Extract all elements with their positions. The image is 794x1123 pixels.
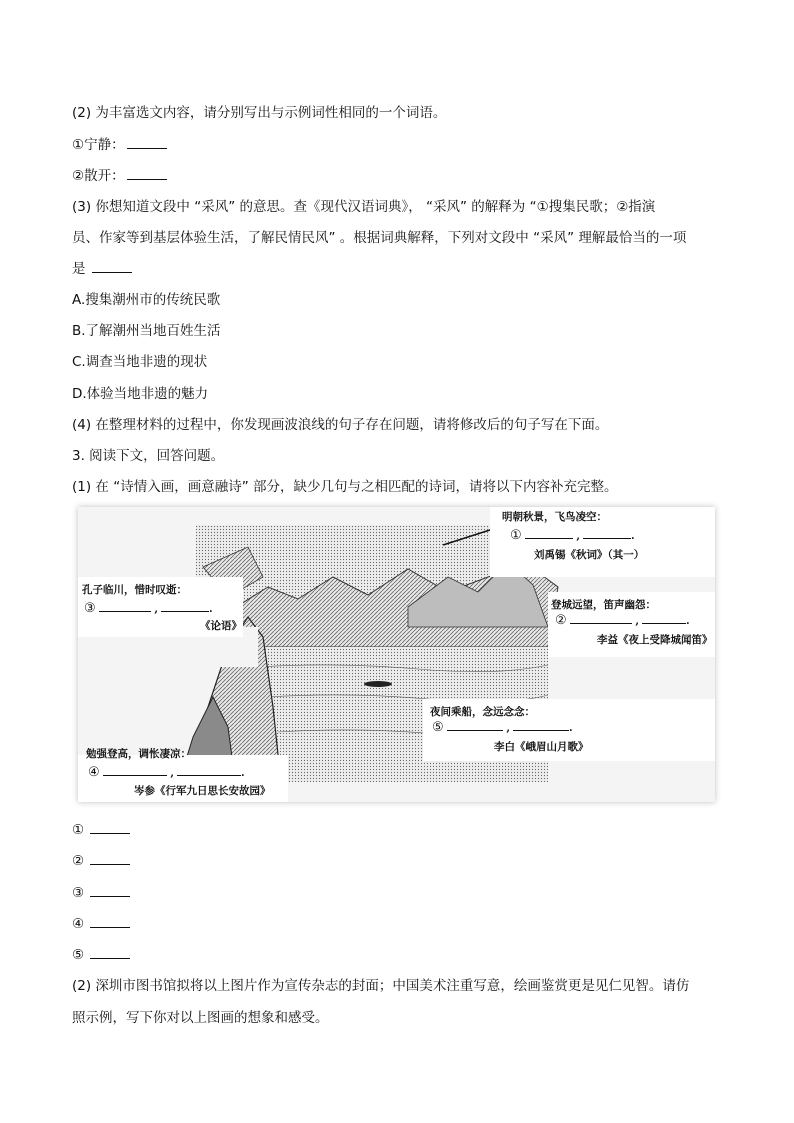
caption-1-blanks: ① , . [510,528,635,543]
answer-number: ⑤ [72,947,85,963]
answer-number: ② [72,853,85,869]
poem-blank[interactable] [513,721,569,731]
answer-blank[interactable] [90,884,130,897]
option-b: B.了解潮州当地百姓生活 [72,323,221,339]
option-d: D.体验当地非遗的魅力 [72,386,209,402]
answer-number: ③ [72,885,85,901]
blank-number: ⑤ [432,720,444,735]
caption-5-blanks: ⑤ , . [432,720,573,735]
caption-2-prompt: 登城远望，笛声幽怨： [551,599,656,611]
poem-blank[interactable] [161,602,209,612]
answer-line-2 [72,167,167,185]
answer-blank[interactable] [90,915,130,928]
answer-line-poem-5 [72,946,130,964]
poem-blank[interactable] [570,614,632,624]
blank-number: ② [555,613,567,628]
answer-blank[interactable] [92,260,132,273]
answer-blank[interactable] [127,136,167,149]
caption-1-source: 刘禹锡《秋词》（其一） [534,549,645,561]
answer-blank[interactable] [90,821,130,834]
caption-4-source: 岑参《行军九日思长安故园》 [134,785,271,797]
caption-2-source: 李益《夜上受降城闻笛》 [597,634,713,646]
poem-blank[interactable] [99,602,151,612]
item-label: ②散开： [72,168,125,184]
poem-illustration [78,507,715,802]
caption-1-prompt: 明朝秋景，飞鸟凌空： [502,511,607,523]
question-3-line-3 [72,260,132,278]
question-2-prompt: (2) 为丰富选文内容，请分别写出与示例词性相同的一个词语。 [72,105,447,121]
item-label: 是 [72,261,86,277]
section-3-title: 3. 阅读下文，回答问题。 [72,448,225,464]
answer-line-poem-3 [72,884,130,902]
poem-blank[interactable] [447,721,503,731]
question-3-line-1: (3) 你想知道文段中 “采风” 的意思。查《现代汉语词典》， “采风” 的解释为 “①搜集民歌；②指演 [72,199,656,215]
answer-number: ① [72,822,85,838]
answer-line-poem-2 [72,852,130,870]
caption-4-blanks: ④ , . [88,765,245,780]
blank-number: ③ [84,601,96,616]
caption-3-blanks: ③ , . [84,601,213,616]
option-c: C.调查当地非遗的现状 [72,354,208,370]
section-3-sub-1: (1) 在 “诗情入画，画意融诗” 部分，缺少几句与之相匹配的诗词，请将以下内容补充完整。 [72,479,618,495]
poem-blank[interactable] [177,766,241,776]
option-a: A.搜集潮州市的传统民歌 [72,292,221,308]
blank-number: ① [510,528,522,543]
caption-5-source: 李白《峨眉山月歌》 [494,741,589,753]
answer-blank[interactable] [127,167,167,180]
answer-line-poem-4 [72,915,130,933]
answer-number: ④ [72,916,85,932]
question-3-line-2: 员、作家等到基层体验生活，了解民情民风” 。根据词典解释，下列对文段中 “采风” 理解最恰当的一项 [72,230,687,246]
answer-blank[interactable] [90,946,130,959]
caption-5-prompt: 夜间乘船，念远念念： [430,706,535,718]
caption-2-blanks: ② , . [555,613,690,628]
poem-blank[interactable] [103,766,167,776]
answer-blank[interactable] [90,852,130,865]
caption-4-prompt: 勉强登高，调怅凄凉： [86,748,191,760]
question-4-prompt: (4) 在整理材料的过程中，你发现画波浪线的句子存在问题，请将修改后的句子写在下面。 [72,417,609,433]
caption-3-prompt: 孔子临川，惜时叹逝： [82,584,187,596]
item-label: ①宁静： [72,137,125,153]
caption-3-source: 《论语》 [200,620,242,632]
blank-number: ④ [88,765,100,780]
section-3-sub-2-line-1: (2) 深圳市图书馆拟将以上图片作为宣传杂志的封面；中国美术注重写意，绘画鉴赏更是见仁见智。请仿 [72,978,690,994]
section-3-sub-2-line-2: 照示例，写下你对以上图画的想象和感受。 [72,1010,329,1026]
poem-blank[interactable] [583,529,631,539]
answer-line-poem-1 [72,821,130,839]
answer-line-1 [72,136,167,154]
poem-blank[interactable] [525,529,573,539]
poem-blank[interactable] [642,614,686,624]
